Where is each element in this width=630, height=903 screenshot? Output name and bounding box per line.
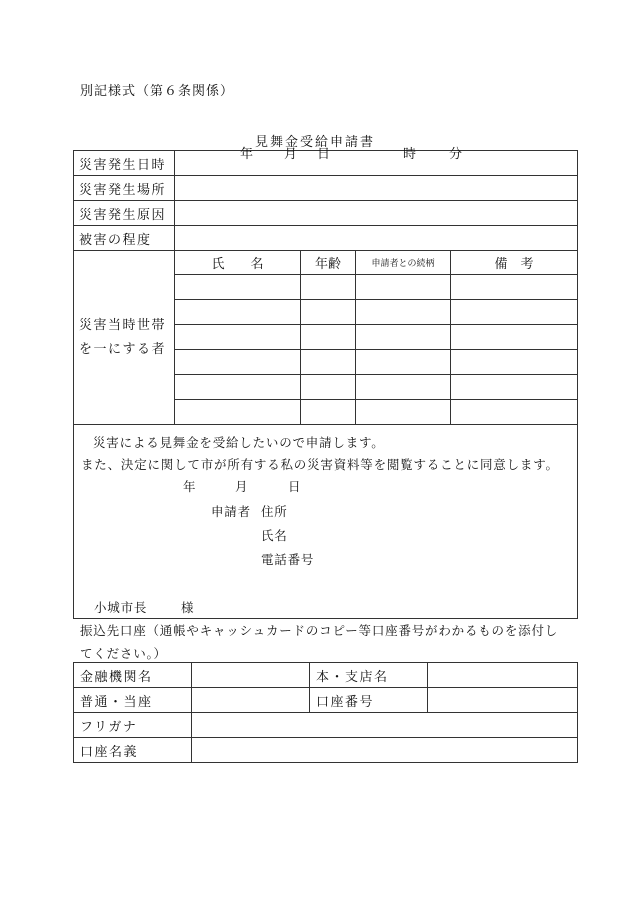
bank-row-2 [74,688,578,713]
account-type-label: 普通・当座 [74,688,192,713]
form-heading: 別記様式（第６条関係） [80,84,235,99]
declaration-row [74,425,578,619]
branch-label: 本・支店名 [310,663,428,688]
transfer-note [80,619,570,665]
damage-label: 被害の程度 [74,226,175,251]
name-label: 氏名 [261,528,288,543]
household-relation-cell[interactable] [356,400,451,425]
household-remarks-cell[interactable] [451,275,578,300]
household-age-header: 年齢 [301,251,356,275]
account-number-field[interactable] [428,688,578,713]
phone-label: 電話番号 [261,552,315,567]
institution-label: 金融機関名 [74,663,192,688]
cause-label: 災害発生原因 [74,201,175,226]
household-name-cell[interactable] [175,350,301,375]
date-minute-unit: 分 [449,147,463,162]
transfer-note-line2: てください。） [80,646,167,661]
household-relation-cell[interactable] [356,350,451,375]
declaration-day: 日 [288,479,302,494]
date-field[interactable] [175,147,578,176]
household-relation-header: 申請者との続柄 [356,251,451,275]
declaration-line2: また、決定に関して市が所有する私の災害資料等を閲覧することに同意します。 [81,457,559,472]
household-name-cell[interactable] [175,275,301,300]
cause-row [74,201,578,226]
household-relation-cell[interactable] [356,275,451,300]
branch-field[interactable] [428,663,578,688]
bank-row-3 [74,713,578,738]
household-relation-cell[interactable] [356,300,451,325]
household-name-cell[interactable] [175,375,301,400]
place-field[interactable] [175,176,578,201]
account-holder-field[interactable] [192,738,578,763]
bank-row-4 [74,738,578,763]
household-age-cell[interactable] [301,325,356,350]
household-name-header: 氏 名 [175,251,301,275]
household-age-cell[interactable] [301,400,356,425]
form-title: 見舞金受給申請書 [254,135,375,150]
household-label [74,251,175,425]
transfer-note-line1: 振込先口座（通帳やキャッシュカードのコピー等口座番号がわかるものを添付し [80,623,559,638]
declaration-block [74,425,578,619]
household-name-cell[interactable] [175,400,301,425]
place-label: 災害発生場所 [74,176,175,201]
declaration-month: 月 [235,479,249,494]
account-holder-label: 口座名義 [74,738,192,763]
mayor-label: 小城市長 [94,600,148,615]
address-label: 住所 [261,504,288,519]
cause-field[interactable] [175,201,578,226]
bank-row-1 [74,663,578,688]
household-remarks-cell[interactable] [451,350,578,375]
household-label-line1: 災害当時世帯 [79,317,167,333]
account-number-label: 口座番号 [310,688,428,713]
household-remarks-cell[interactable] [451,300,578,325]
household-age-cell[interactable] [301,275,356,300]
household-relation-cell[interactable] [356,375,451,400]
applicant-label: 申請者 [211,504,251,519]
honorific-label: 様 [181,600,195,615]
date-year-unit: 年 [240,147,254,162]
institution-field[interactable] [192,663,310,688]
household-age-cell[interactable] [301,350,356,375]
damage-field[interactable] [175,226,578,251]
date-hour-unit: 時 [403,147,417,162]
date-month-unit: 月 [284,147,298,162]
date-day-unit: 日 [317,147,331,162]
application-table [73,147,578,619]
household-header-row [74,251,578,275]
household-relation-cell[interactable] [356,325,451,350]
household-name-cell[interactable] [175,325,301,350]
damage-row [74,226,578,251]
household-age-cell[interactable] [301,375,356,400]
declaration-line1: 災害による見舞金を受給したいので申請します。 [93,435,385,450]
place-row [74,176,578,201]
account-type-field[interactable] [192,688,310,713]
household-name-cell[interactable] [175,300,301,325]
date-row [74,151,578,176]
furigana-field[interactable] [192,713,578,738]
household-age-cell[interactable] [301,300,356,325]
household-remarks-header: 備 考 [451,251,578,275]
household-remarks-cell[interactable] [451,400,578,425]
furigana-label: フリガナ [74,713,192,738]
household-remarks-cell[interactable] [451,325,578,350]
declaration-year: 年 [183,479,197,494]
household-remarks-cell[interactable] [451,375,578,400]
household-label-line2: を一にする者 [79,341,167,357]
date-label: 災害発生日時 [74,151,175,176]
bank-table [73,662,578,763]
